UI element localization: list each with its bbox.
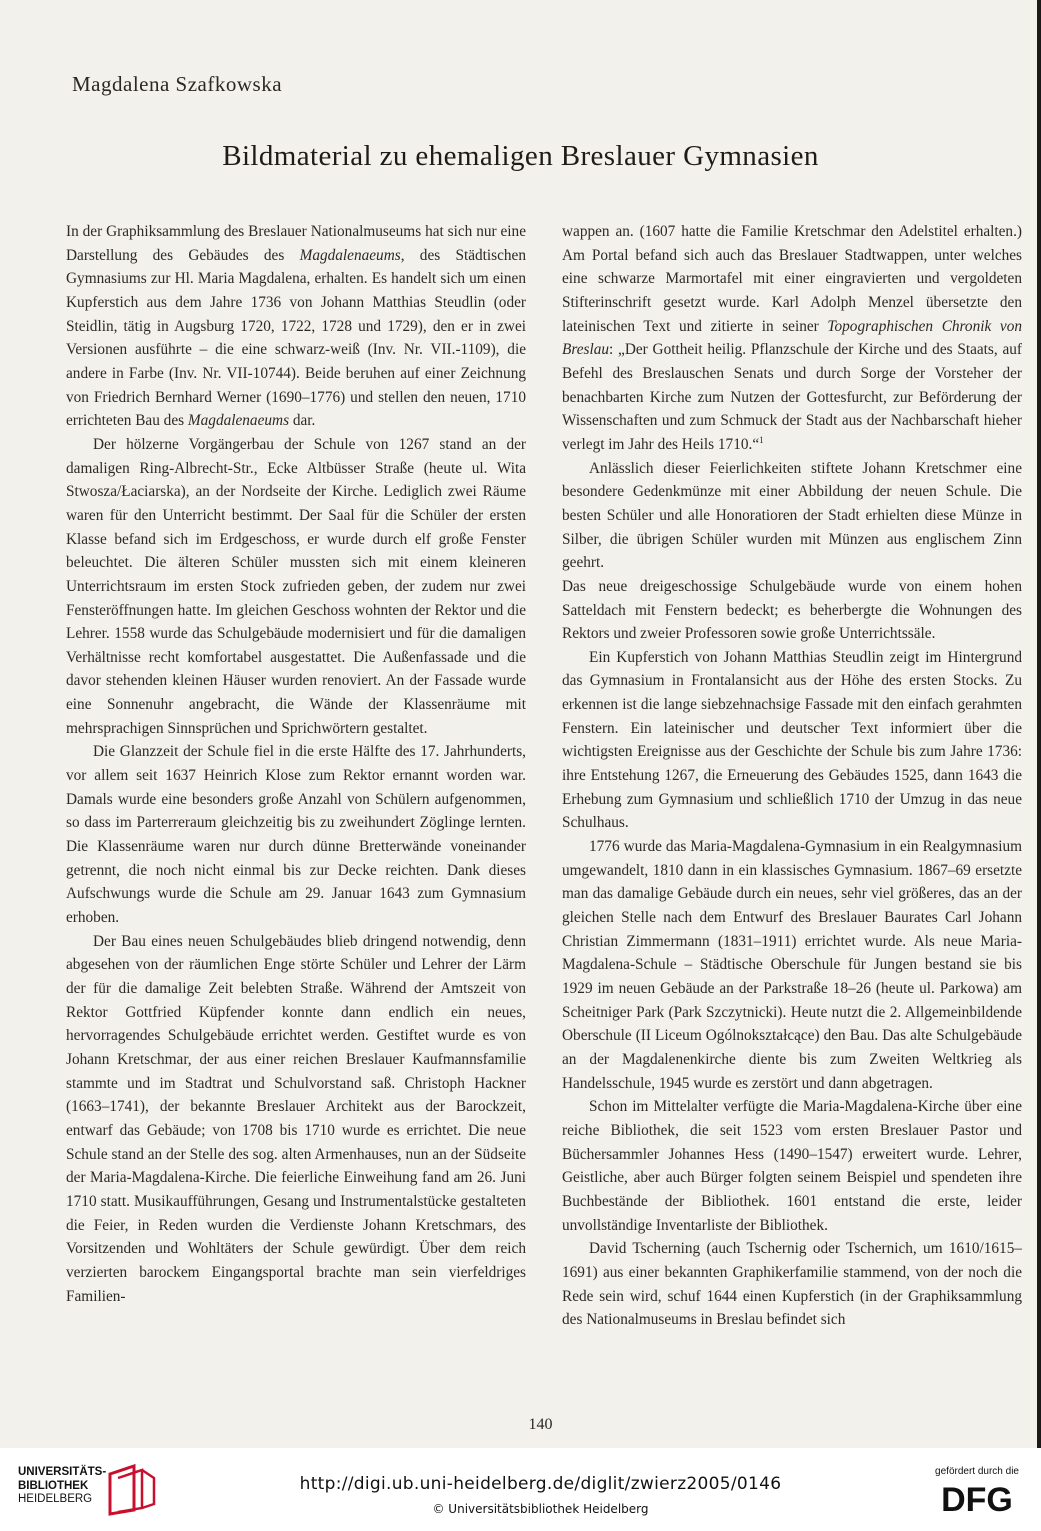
dfg-logo[interactable] [929,1481,1025,1515]
copyright-notice: © Universitätsbibliothek Heidelberg [432,1502,649,1516]
source-url-link[interactable]: http://digi.ub.uni-heidelberg.de/diglit/zwierz2005/0146 [299,1474,782,1494]
author-name: Magdalena Szafkowska [72,72,283,96]
paragraph: In der Graphiksammlung des Breslauer Nationalmuseums hat sich nur eine Darstellung des Gebäudes des Magdalenaeums, des Städtischen Gymnasiums zur Hl. Maria Magdalena, erhalten. Es handelt sich um einen Kupferstich aus dem Jahre 1736 von Johann Matthias Steudlin (oder Steidlin, tätig in Augsburg 1720, 1722, 1728 und 1729), den er in zwei Versionen ausführte – die eine schwarz-weiß (Inv. Nr. VII.-1109), die andere in Farbe (Inv. Nr. VII-10744). Beide beruhen auf einer Zeichnung von Friedrich Bernhard Werner (1690–1776) und stellen den neuen, 1710 errichteten Bau des Magdalenaeums dar. [66,223,526,430]
paragraph: Anlässlich dieser Feierlichkeiten stiftete Johann Kretschmer eine besondere Gedenkmünze mit einer Abbildung der neuen Schule. Die besten Schüler und alle Honoratioren der Stadt erhielten diese Münze in Silber, die übrigen Schüler wurden mit Münzen aus englischem Zinn geehrt. [562,459,1022,572]
page-number: 140 [528,1416,553,1433]
paragraph: David Tscherning (auch Tschernig oder Tschernich, um 1610/1615–1691) aus einer bekannten Graphikerfamilie stammend, von der noch die Rede sein wird, schuf 1644 einen Kupferstich (in der Graphiksammlung des Nationalmuseums in Breslau befindet sich [562,1240,1022,1329]
paragraph: Das neue dreigeschossige Schulgebäude wurde von einem hohen Satteldach mit Fenstern bedeckt; es beherbergte die Wohnungen des Rektors und zweier Professoren sowie große Unterrichtssäle. [562,577,1022,643]
right-column [562,220,1022,1332]
paragraph: 1776 wurde das Maria-Magdalena-Gymnasium in ein Realgymnasium umgewandelt, 1810 dann in ein klassisches Gymnasium. 1867–69 ersetzte man das damalige Gebäude durch ein neues, sehr viel größeres, das an der gleichen Stelle nach dem Entwurf des Breslauer Baurates Carl Johann Christian Zimmermann (1831–1911) errichtet wurde. Als neue Maria-Magdalena-Schule – Städtische Oberschule für Jungen bestand sie bis 1929 im neuen Gebäude an der Parkstraße 18–26 (heute ul. Parkowa) am Scheitniger Park (Park Szczytnicki). Heute nutzt die 2. Allgemeinbildende Oberschule (II Liceum Ogólnokształcące) den Bau. Das alte Schulgebäude an der Magdalenenkirche diente bis zum Zweiten Weltkrieg als Handelsschule, 1945 wurde es zerstört und dann abgetragen. [562,838,1022,1092]
page-edge [1037,0,1041,1448]
paragraph: Schon im Mittelalter verfügte die Maria-Magdalena-Kirche über eine reiche Bibliothek, die seit 1523 vom ersten Breslauer Pastor und Büchersammler Johannes Hess (1490–1547) erweitert wurde. Lehrer, Geistliche, aber auch Bürger folgten seinem Beispiel und spendeten ihre Buchbestände der Bibliothek. 1601 entstand die erste, leider unvollständige Inventarliste der Bibliothek. [562,1098,1022,1234]
left-column [66,220,526,1308]
footnote-marker: 1 [759,434,764,445]
sponsor-label: gefördert durch die [935,1466,1019,1477]
article-title: Bildmaterial zu ehemaligen Breslauer Gymnasien [222,140,819,172]
digitization-footer [0,1448,1041,1531]
paragraph: Die Glanzzeit der Schule fiel in die erste Hälfte des 17. Jahrhunderts, vor allem seit 1637 Heinrich Klose zum Rektor ernannt worden war. Damals wurde eine besonders große Anzahl von Schülern aufgenommen, so dass im Parterreraum gleichzeitig bis zu zweihundert Zöglinge lernten. Die Klassenräume waren nur durch dünne Bretterwände voneinander getrennt, die noch nicht einmal bis zur Decke reichten. Dank dieses Aufschwungs wurde die Schule am 29. Januar 1643 zum Gymnasium erhoben. [66,743,526,927]
paragraph: wappen an. (1607 hatte die Familie Kretschmar den Adelstitel erhalten.) Am Portal befand sich auch das Breslauer Stadtwappen, unter welches eine schwarze Marmortafel mit einer eingravierten und vergoldeten Stifterinschrift gesetzt wurde. Karl Adolph Menzel übersetzte den lateinischen Text und zitierte in seiner Topographischen Chronik von Breslau: „Der Gottheit heilig. Pflanzschule der Kirche und des Staats, auf Befehl des Breslauschen Senats und durch Sorge der Vorsteher der benachbarten Kirche zum Nutzen der Gottesfurcht, zur Beförderung der Wissenschaften und zum Schmuck der Stadt aus der Nachbarschaft hieher verlegt im Jahr des Heils 1710.“$^1$ [562,223,1022,453]
dfg-logo-text: DFG [941,1481,1013,1515]
paragraph: Ein Kupferstich von Johann Matthias Steudlin zeigt im Hintergrund das Gymnasium in Frontalansicht aus der Höhe des ersten Stocks. Zu erkennen ist die lange siebzehnachsige Fassade mit den einfach gerahmten Fenstern. Ein lateinischer und deutscher Text informiert über die wichtigsten Ereignisse aus der Geschichte der Schule bis zum Jahre 1736: ihre Entstehung 1267, die Erneuerung des Gebäudes 1525, dann 1643 die Erhebung zum Gymnasium und schließlich 1710 der Umzug in das neue Schulhaus. [562,648,1022,832]
paragraph: Der Bau eines neuen Schulgebäudes blieb dringend notwendig, denn abgesehen von der räumlichen Enge störte Schüler und Lehrer der Lärm der für die damalige Zeit belebten Straße. Während der Amtszeit von Rektor Gottfried Küpfender konnte dann endlich ein neues, hervorragendes Schulgebäude errichtet werden. Gestiftet wurde es von Johann Kretschmar, der aus einer reichen Breslauer Kaufmannsfamilie stammte und im Stadtrat und Schulvorstand saß. Christoph Hackner (1663–1741), der bekannte Breslauer Architekt aus der Barockzeit, entwarf das Gebäude; von 1708 bis 1710 wurde es errichtet. Die neue Schule stand an der Stelle des sog. alten Armenhauses, nun an der Südseite der Maria-Magdalena-Kirche. Die feierliche Einweihung fand am 26. Juni 1710 statt. Musikaufführungen, Gesang und Instrumentalstücke gestalteten die Feier, in Reden wurden die Verdienste Johann Kretschmars, des Vorsitzenden und Wohltäters der Schule gewürdigt. Über dem reich verzierten barockem Eingangsportal brachte man sein vierfeldriges Familien- [66,932,526,1305]
paragraph: Der hölzerne Vorgängerbau der Schule von 1267 stand an der damaligen Ring-Albrecht-Str., Ecke Altbüsser Straße (heute ul. Wita Stwosza/Łaciarska), an der Nordseite der Kirche. Lediglich zwei Räume waren für den Unterricht bestimmt. Der Saal für die Schüler der ersten Klasse befand sich im Erdgeschoss, er wurde durch elf große Fenster beleuchtet. Die älteren Schüler mussten sich mit einem kleineren Unterrichtsraum im ersten Stock zufrieden geben, der zudem nur zwei Fensteröffnungen hatte. Im gleichen Geschoss wohnten der Rektor und die Lehrer. 1558 wurde das Schulgebäude modernisiert und für die damaligen Verhältnisse recht komfortabel ausgestattet. Die Außenfassade und die davor stehenden kleinen Häuser wurden renoviert. An der Fassade wurde eine Sonnenuhr angebracht, die Wände der Klassenräume mit mehrsprachigen Sinnsprüchen und Sprichwörtern gestaltet. [66,435,526,737]
library-name: UNIVERSITÄTS- BIBLIOTHEK HEIDELBERG [18,1466,107,1505]
